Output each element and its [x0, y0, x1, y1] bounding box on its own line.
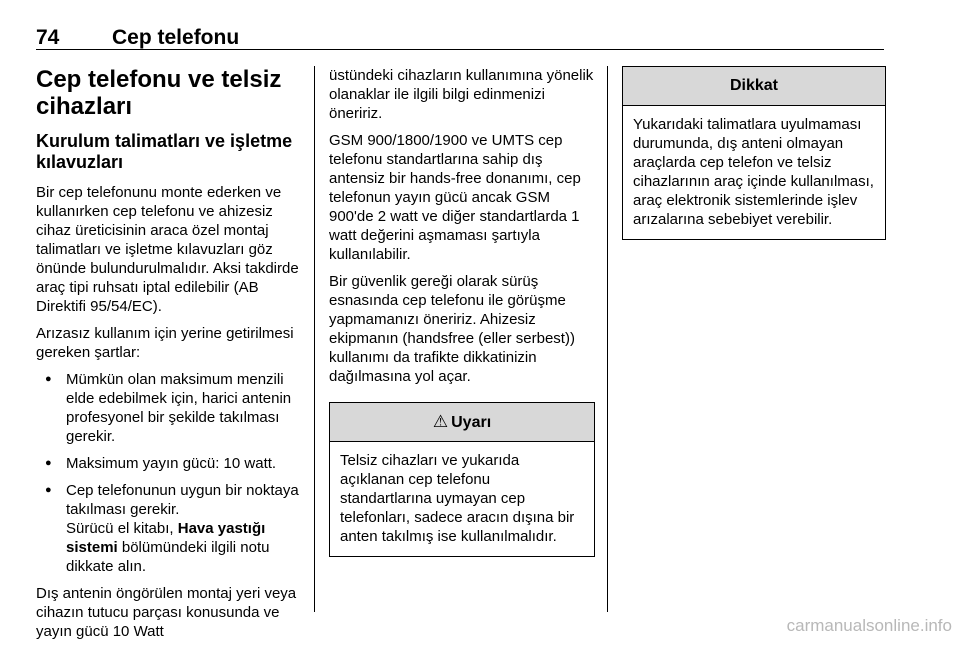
warning-triangle-icon: ⚠ — [432, 412, 449, 431]
warning-text: Telsiz cihazları ve yukarıda açıklanan cep telefonu standartlarına uymayan cep telefonları, sadece aracın dışına bir anten takılmış ise kullanılmalıdır. — [340, 452, 575, 545]
safety-paragraph: Bir güvenlik gereği olarak sürüş esnasında cep telefonu ile görüşme yapmamanızı öneririz. Ahizesiz ekipmanın (handsfree (eller serbest)) kullanımı da trafikte dikkatinizin dağılmasına yol açar. — [329, 273, 575, 385]
caution-header — [623, 67, 885, 106]
list-item: ● Maksimum yayın gücü: 10 watt. — [36, 454, 302, 473]
header-rule — [36, 49, 884, 50]
conditions-intro: Arızasız kullanım için yerine getirilmesi gereken şartlar: — [36, 325, 294, 361]
warning-header — [330, 403, 594, 442]
intro-paragraph: Bir cep telefonunu monte ederken ve kullanırken cep telefonu ve ahizesiz cihaz üreticisinin araca özel montaj talimatları ve işletme kılavuzları göz önünde bulundurulmalıdır. Aksi takdirde araç tipi ruhsatı iptal edilebilir (AB Direktifi 95/54/EC). — [36, 184, 299, 315]
column-divider-2 — [607, 66, 608, 612]
antenna-paragraph: Dış antenin öngörülen montaj yeri veya cihazın tutucu parçası konusunda ve yayın gücü 10 Watt — [36, 585, 297, 640]
caution-box — [622, 66, 886, 240]
list-item — [36, 481, 302, 576]
reference-prefix: Sürücü el kitabı, — [66, 520, 174, 537]
info-paragraph: üstündeki cihazların kullanımına yönelik olanaklar ile ilgili bilgi edinmenizi öneririz. — [329, 67, 594, 122]
airbag-reference-link: Hava yastığı sistemi — [66, 520, 266, 556]
caution-text: Yukarıdaki talimatlara uyulmaması durumunda, dış anteni olmayan araçlarda cep telefon ve telsiz cihazlarının araç içinde kullanılması, araç elektronik sistemlerinde işlev arızalarına sebebiyet verebilir. — [633, 116, 874, 228]
warning-box — [329, 402, 595, 557]
column-2 — [329, 66, 595, 557]
page-header — [36, 26, 239, 50]
page-title: Cep telefonu ve telsiz cihazları — [36, 66, 282, 120]
conditions-list — [36, 370, 302, 576]
list-item-text: Cep telefonunun uygun bir noktaya takılması gerekir. — [66, 482, 299, 518]
standards-paragraph: GSM 900/1800/1900 ve UMTS cep telefonu standartlarına sahip dış antensiz bir hands-free donanımı, cep telefonun yayın gücü ancak GSM 900'de 2 watt ve diğer standartlarda 1 watt değerini aşmaması şartıyla kullanılabilir. — [329, 132, 581, 263]
watermark: carmanualsonline.info — [786, 616, 952, 635]
warning-body — [330, 442, 594, 556]
column-3 — [622, 66, 886, 240]
caution-body — [623, 106, 885, 239]
section-title: Cep telefonu — [112, 26, 240, 49]
page-number: 74 — [36, 26, 60, 49]
caution-title: Dikkat — [729, 77, 779, 94]
column-divider-1 — [314, 66, 315, 612]
subheading: Kurulum talimatları ve işletme kılavuzları — [36, 131, 293, 172]
reference-suffix: bölümündeki ilgili notu dikkate alın. — [66, 539, 270, 575]
warning-title: Uyarı — [451, 414, 492, 431]
list-item: ● Mümkün olan maksimum menzili elde edebilmek için, harici antenin profesyonel bir şekilde takılması gerekir. — [36, 370, 302, 446]
column-1 — [36, 66, 302, 649]
